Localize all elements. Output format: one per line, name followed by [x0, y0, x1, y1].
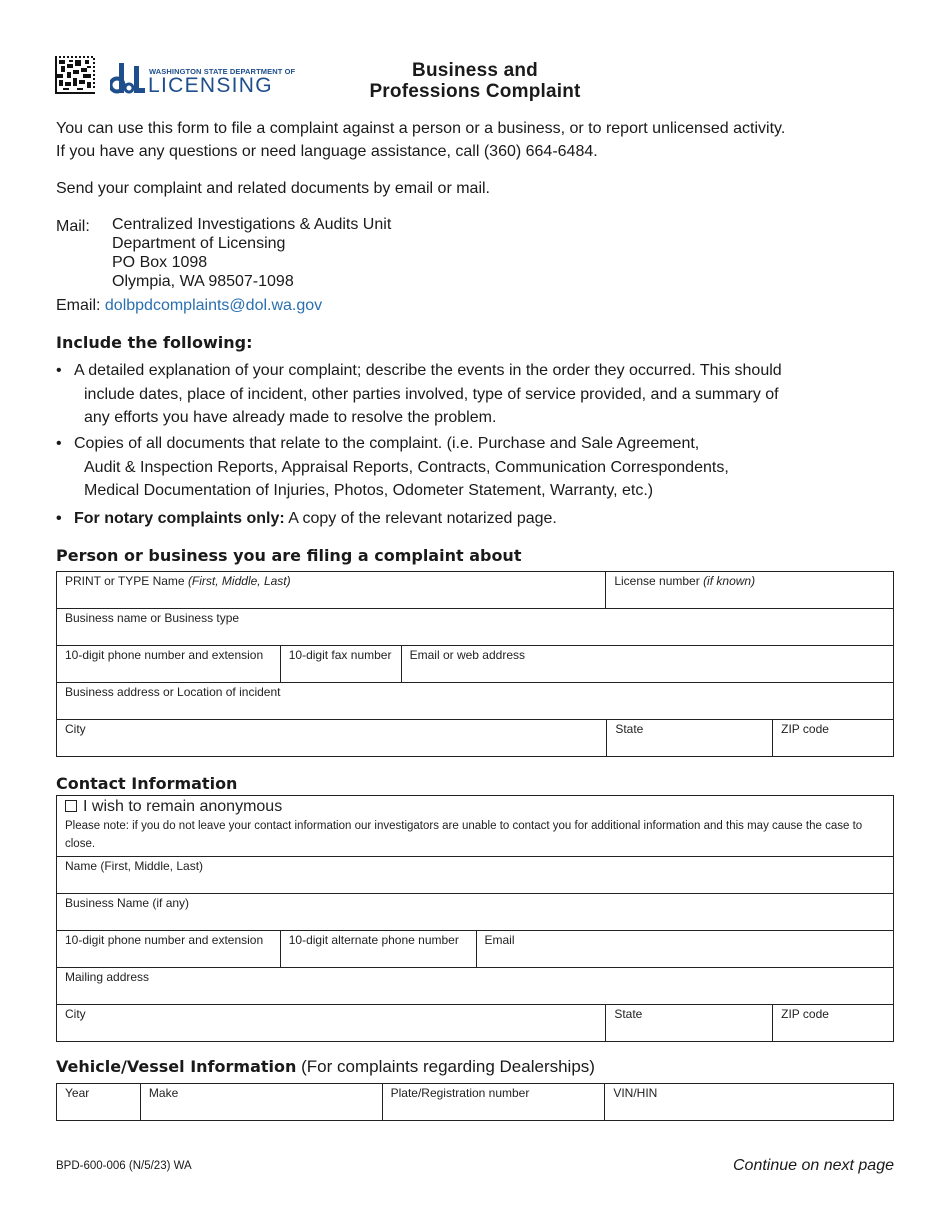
bullet-icon: • — [56, 435, 62, 452]
vehicle-plate-field[interactable]: Plate/Registration number — [383, 1084, 606, 1121]
contact-form — [56, 795, 894, 1042]
subject-business-field[interactable]: Business name or Business type — [57, 609, 894, 646]
subject-license-field[interactable]: License number (if known) — [606, 572, 894, 609]
anonymous-note: Please note: if you do not leave your contact information our investigators are unable to contact you for additional information and this may cause the case to close. — [65, 820, 863, 850]
subject-fax-field[interactable]: 10-digit fax number — [281, 646, 402, 683]
dol-logo-mark-icon — [110, 60, 146, 96]
anonymous-checkbox[interactable] — [65, 800, 77, 812]
list-item: • Copies of all documents that relate to the complaint. (i.e. Purchase and Sale Agreement, Audit & Inspection Reports, Appraisal Reports, Contracts, Communication Correspondents, Medical Documentation of Injuries, Photos, Odometer Statement, Warranty, etc.) — [56, 432, 729, 503]
anonymous-section — [57, 796, 894, 857]
datamatrix-code-icon — [55, 56, 95, 94]
subject-address-field[interactable]: Business address or Location of incident — [57, 683, 894, 720]
intro-line-1: You can use this form to file a complaint against a person or a business, or to report unlicensed activity. — [56, 120, 786, 137]
vehicle-vin-field[interactable]: VIN/HIN — [605, 1084, 894, 1121]
form-code: BPD-600-006 (N/5/23) WA — [56, 1160, 192, 1172]
vehicle-form — [56, 1083, 894, 1121]
contact-phone-field[interactable]: 10-digit phone number and extension — [57, 931, 281, 968]
dol-logo — [110, 60, 296, 97]
send-instructions: Send your complaint and related documents by email or mail. — [56, 180, 490, 197]
contact-heading: Contact Information — [56, 774, 238, 793]
subject-city-field[interactable]: City — [57, 720, 607, 757]
contact-state-field[interactable]: State — [606, 1005, 773, 1042]
intro-line-2: If you have any questions or need language assistance, call (360) 664-6484. — [56, 143, 598, 160]
contact-alt-phone-field[interactable]: 10-digit alternate phone number — [281, 931, 477, 968]
list-item: • A detailed explanation of your complaint; describe the events in the order they occurred. This should include dates, place of incident, other parties involved, type of service provided, and a summary of any efforts you have already made to resolve the problem. — [56, 359, 782, 430]
subject-heading: Person or business you are filing a complaint about — [56, 546, 522, 565]
agency-name-small: WASHINGTON STATE DEPARTMENT OF — [149, 67, 296, 76]
contact-name-field[interactable]: Name (First, Middle, Last) — [57, 857, 894, 894]
mail-line: PO Box 1098 — [112, 254, 208, 271]
subject-zip-field[interactable]: ZIP code — [773, 720, 894, 757]
title-line-2: Professions Complaint — [369, 81, 581, 102]
email-line — [56, 294, 322, 317]
vehicle-heading: Vehicle/Vessel Information (For complaints regarding Dealerships) — [56, 1057, 595, 1076]
vehicle-heading-note: (For complaints regarding Dealerships) — [296, 1057, 595, 1076]
contact-business-field[interactable]: Business Name (if any) — [57, 894, 894, 931]
mail-line: Department of Licensing — [112, 235, 286, 252]
contact-city-field[interactable]: City — [57, 1005, 606, 1042]
subject-form — [56, 571, 894, 757]
bullet-icon: • — [56, 510, 62, 527]
subject-name-field[interactable]: PRINT or TYPE Name (First, Middle, Last) — [57, 572, 606, 609]
vehicle-year-field[interactable]: Year — [57, 1084, 141, 1121]
contact-email-field[interactable]: Email — [477, 931, 894, 968]
subject-phone-field[interactable]: 10-digit phone number and extension — [57, 646, 281, 683]
vehicle-make-field[interactable]: Make — [141, 1084, 383, 1121]
list-item: • For notary complaints only: A copy of the relevant notarized page. — [56, 507, 557, 531]
mail-line: Olympia, WA 98507-1098 — [112, 273, 294, 290]
title-line-1: Business and — [412, 60, 538, 81]
contact-zip-field[interactable]: ZIP code — [773, 1005, 894, 1042]
bullet-icon: • — [56, 362, 62, 379]
mail-address — [112, 215, 391, 291]
agency-name-large: LICENSING — [148, 74, 273, 97]
contact-mailing-field[interactable]: Mailing address — [57, 968, 894, 1005]
subject-state-field[interactable]: State — [607, 720, 773, 757]
include-heading: Include the following: — [56, 333, 253, 352]
mail-label: Mail: — [56, 218, 90, 235]
page-title — [300, 60, 650, 102]
notary-label: For notary complaints only: — [74, 510, 285, 527]
continue-note: Continue on next page — [732, 1157, 894, 1174]
subject-email-field[interactable]: Email or web address — [402, 646, 894, 683]
email-label: Email: — [56, 297, 101, 314]
mail-line: Centralized Investigations & Audits Unit — [112, 216, 392, 233]
complaints-email-link[interactable]: dolbpdcomplaints@dol.wa.gov — [104, 297, 323, 314]
anonymous-label: I wish to remain anonymous — [83, 798, 283, 815]
